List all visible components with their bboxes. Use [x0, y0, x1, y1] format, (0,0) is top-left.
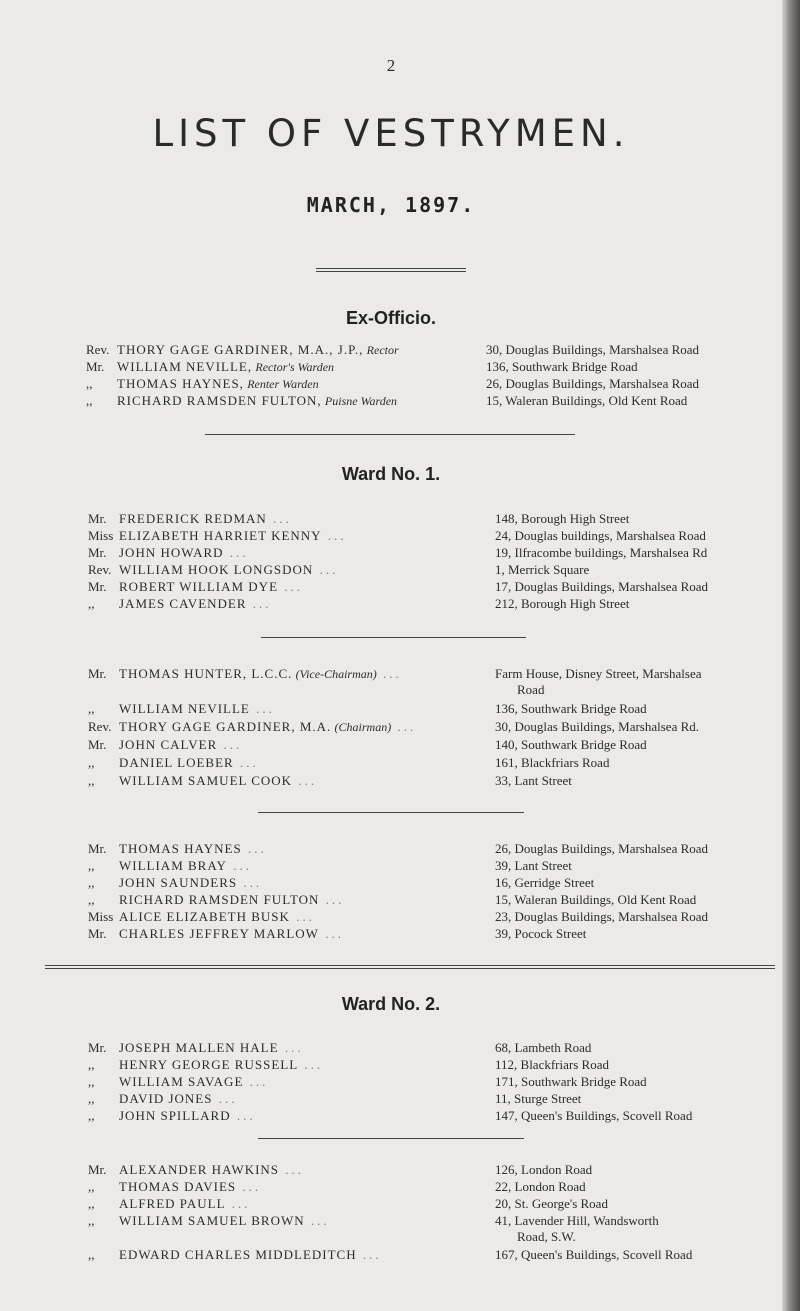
honorific: ,,	[88, 1091, 95, 1106]
member-role: (Vice-Chairman)	[295, 667, 377, 681]
honorific: ,,	[88, 1179, 95, 1194]
member-name: WILLIAM HOOK LONGSDON	[119, 562, 314, 577]
ex-officio-heading: Ex-Officio.	[345, 308, 436, 328]
member-address: 161, Blackfriars Road	[495, 755, 610, 770]
member-name: WILLIAM SAVAGE	[119, 1074, 244, 1089]
member-name: JOHN SAUNDERS	[119, 875, 238, 890]
member-name: ROBERT WILLIAM DYE	[119, 579, 279, 594]
honorific: Miss	[88, 909, 114, 924]
ward-2-heading: Ward No. 2.	[341, 994, 441, 1014]
member-name: WILLIAM NEVILLE,	[117, 359, 253, 374]
honorific: Mr.	[88, 666, 107, 681]
member-name: RICHARD RAMSDEN FULTON	[119, 892, 320, 907]
honorific: ,,	[88, 755, 95, 770]
list-item	[88, 1162, 768, 1178]
list-item	[88, 596, 768, 612]
list-item	[88, 701, 768, 717]
honorific: ,,	[88, 1108, 95, 1123]
member-name: WILLIAM BRAY	[119, 858, 227, 873]
member-address: 19, Ilfracombe buildings, Marshalsea Rd	[495, 545, 708, 560]
member-address: Farm House, Disney Street, Marshalsea	[495, 666, 702, 681]
member-name: WILLIAM NEVILLE	[119, 701, 250, 716]
list-item	[88, 858, 768, 874]
list-item	[86, 342, 766, 358]
honorific: Rev.	[88, 719, 112, 734]
list-item	[88, 892, 768, 908]
honorific: ,,	[86, 393, 93, 408]
list-item	[88, 841, 768, 857]
leader-dots: ...	[278, 579, 304, 594]
member-name: DAVID JONES	[119, 1091, 213, 1106]
list-item	[88, 545, 768, 561]
member-address: 23, Douglas Buildings, Marshalsea Road	[495, 909, 709, 924]
honorific: Mr.	[86, 359, 105, 374]
member-address: 15, Waleran Buildings, Old Kent Road	[495, 892, 697, 907]
leader-dots: ...	[225, 1196, 251, 1211]
list-item	[88, 666, 768, 697]
honorific: Rev.	[88, 562, 112, 577]
honorific: Mr.	[88, 841, 107, 856]
honorific: ,,	[88, 1057, 95, 1072]
divider	[316, 268, 466, 272]
member-address: 140, Southwark Bridge Road	[495, 737, 647, 752]
honorific: Mr.	[88, 1162, 107, 1177]
member-name: THORY GAGE GARDINER, M.A., J.P.,	[117, 342, 364, 357]
leader-dots: ...	[321, 528, 347, 543]
member-name: ALFRED PAULL	[119, 1196, 226, 1211]
member-address: 33, Lant Street	[495, 773, 572, 788]
member-address-continued: Road, S.W.	[517, 1229, 576, 1244]
leader-dots: ...	[217, 737, 243, 752]
list-item	[88, 1057, 768, 1073]
honorific: Mr.	[88, 545, 107, 560]
honorific: Mr.	[88, 926, 107, 941]
page-edge	[782, 0, 800, 1311]
leader-dots: ...	[223, 545, 249, 560]
leader-dots: ...	[241, 841, 267, 856]
member-address: 68, Lambeth Road	[495, 1040, 592, 1055]
member-name: THOMAS HUNTER, L.C.C.	[119, 666, 293, 681]
member-address: 171, Southwark Bridge Road	[495, 1074, 647, 1089]
list-item	[88, 511, 768, 527]
honorific: Rev.	[86, 342, 110, 357]
member-address: 1, Merrick Square	[495, 562, 590, 577]
list-item	[88, 926, 768, 942]
member-role: Renter Warden	[247, 377, 319, 391]
member-role: Puisne Warden	[324, 394, 398, 408]
divider	[205, 434, 575, 435]
member-name: JOHN SPILLARD	[119, 1108, 231, 1123]
honorific: ,,	[88, 701, 95, 716]
honorific: Mr.	[88, 737, 107, 752]
member-address: 11, Sturge Street	[495, 1091, 582, 1106]
member-address: 24, Douglas buildings, Marshalsea Road	[495, 528, 706, 543]
member-address: 41, Lavender Hill, Wandsworth	[495, 1213, 659, 1228]
member-address: 26, Douglas Buildings, Marshalsea Road	[486, 376, 700, 391]
list-item	[86, 393, 766, 409]
member-address: 39, Pocock Street	[495, 926, 587, 941]
divider	[258, 1138, 524, 1139]
honorific: ,,	[88, 773, 95, 788]
member-name: HENRY GEORGE RUSSELL	[119, 1057, 299, 1072]
member-role: Rector	[366, 343, 399, 357]
leader-dots: ...	[289, 909, 315, 924]
honorific: ,,	[88, 1196, 95, 1211]
member-address: 22, London Road	[495, 1179, 586, 1194]
honorific: ,,	[88, 1213, 95, 1228]
leader-dots: ...	[356, 1247, 382, 1262]
honorific: Mr.	[88, 511, 107, 526]
member-role: (Chairman)	[334, 720, 392, 734]
member-name: THOMAS DAVIES	[119, 1179, 237, 1194]
list-item	[88, 875, 768, 891]
leader-dots: ...	[304, 1213, 330, 1228]
member-address: 30, Douglas Buildings, Marshalsea Rd.	[495, 719, 700, 734]
leader-dots: ...	[292, 773, 318, 788]
honorific: ,,	[88, 875, 95, 890]
leader-dots: ...	[313, 562, 339, 577]
member-name: THOMAS HAYNES	[119, 841, 242, 856]
member-address: 16, Gerridge Street	[495, 875, 595, 890]
leader-dots: ...	[237, 875, 263, 890]
list-item	[88, 1247, 768, 1263]
member-address: 148, Borough High Street	[495, 511, 630, 526]
honorific: Miss	[88, 528, 114, 543]
honorific: ,,	[88, 858, 95, 873]
leader-dots: ...	[279, 1162, 305, 1177]
list-item	[88, 755, 768, 771]
leader-dots: ...	[266, 511, 292, 526]
member-address: 20, St. George's Road	[495, 1196, 608, 1211]
honorific: Mr.	[88, 579, 107, 594]
divider	[261, 637, 526, 638]
member-name: JAMES CAVENDER	[119, 596, 247, 611]
list-date: MARCH, 1897.	[306, 193, 476, 217]
list-item	[88, 1196, 768, 1212]
member-address: 30, Douglas Buildings, Marshalsea Road	[486, 342, 700, 357]
member-address: 15, Waleran Buildings, Old Kent Road	[486, 393, 688, 408]
member-name: WILLIAM SAMUEL COOK	[119, 773, 293, 788]
member-address: 126, London Road	[495, 1162, 593, 1177]
leader-dots: ...	[376, 666, 402, 681]
member-name: EDWARD CHARLES MIDDLEDITCH	[119, 1247, 357, 1262]
leader-dots: ...	[226, 858, 252, 873]
member-name: WILLIAM SAMUEL BROWN	[119, 1213, 305, 1228]
leader-dots: ...	[319, 892, 345, 907]
member-name: JOSEPH MALLEN HALE	[119, 1040, 279, 1055]
leader-dots: ...	[243, 1074, 269, 1089]
list-item	[86, 376, 766, 392]
list-item	[88, 909, 768, 925]
honorific: ,,	[88, 596, 95, 611]
divider	[45, 965, 775, 969]
member-address: 147, Queen's Buildings, Scovell Road	[495, 1108, 693, 1123]
honorific: ,,	[88, 892, 95, 907]
member-name: JOHN HOWARD	[119, 545, 224, 560]
list-item	[88, 719, 768, 735]
list-item	[88, 528, 768, 544]
member-role: Rector's Warden	[255, 360, 335, 374]
honorific: ,,	[88, 1247, 95, 1262]
member-name: JOHN CALVER	[119, 737, 218, 752]
list-item	[88, 579, 768, 595]
list-item	[86, 359, 766, 375]
ward-1-heading: Ward No. 1.	[341, 464, 441, 484]
list-item	[88, 1091, 768, 1107]
member-address: 136, Southwark Bridge Road	[495, 701, 647, 716]
member-address: 212, Borough High Street	[495, 596, 630, 611]
leader-dots: ...	[246, 596, 272, 611]
honorific: Mr.	[88, 1040, 107, 1055]
honorific: ,,	[88, 1074, 95, 1089]
leader-dots: ...	[318, 926, 344, 941]
list-item	[88, 1074, 768, 1090]
leader-dots: ...	[391, 719, 417, 734]
member-address: 112, Blackfriars Road	[495, 1057, 609, 1072]
leader-dots: ...	[212, 1091, 238, 1106]
member-address-continued: Road	[517, 682, 545, 697]
member-name: CHARLES JEFFREY MARLOW	[119, 926, 319, 941]
member-name: ELIZABETH HARRIET KENNY	[119, 528, 322, 543]
member-name: THORY GAGE GARDINER, M.A.	[119, 719, 332, 734]
list-item	[88, 1040, 768, 1056]
leader-dots: ...	[233, 755, 259, 770]
list-item	[88, 1108, 768, 1124]
member-address: 39, Lant Street	[495, 858, 572, 873]
member-name: ALEXANDER HAWKINS	[119, 1162, 280, 1177]
list-item	[88, 1179, 768, 1195]
member-name: DANIEL LOEBER	[119, 755, 234, 770]
member-name: RICHARD RAMSDEN FULTON,	[117, 393, 322, 408]
honorific: ,,	[86, 376, 93, 391]
leader-dots: ...	[249, 701, 275, 716]
member-address: 17, Douglas Buildings, Marshalsea Road	[495, 579, 709, 594]
member-address: 26, Douglas Buildings, Marshalsea Road	[495, 841, 709, 856]
member-address: 136, Southwark Bridge Road	[486, 359, 638, 374]
list-item	[88, 1213, 768, 1244]
member-address: 167, Queen's Buildings, Scovell Road	[495, 1247, 693, 1262]
leader-dots: ...	[298, 1057, 324, 1072]
list-item	[88, 737, 768, 753]
leader-dots: ...	[236, 1179, 262, 1194]
leader-dots: ...	[278, 1040, 304, 1055]
member-name: THOMAS HAYNES,	[117, 376, 244, 391]
leader-dots: ...	[230, 1108, 256, 1123]
page-number: 2	[386, 56, 396, 75]
member-name: ALICE ELIZABETH BUSK	[119, 909, 290, 924]
list-item	[88, 562, 768, 578]
page-title: LIST OF VESTRYMEN.	[152, 112, 630, 155]
divider	[258, 812, 524, 813]
member-name: FREDERICK REDMAN	[119, 511, 267, 526]
list-item	[88, 773, 768, 789]
